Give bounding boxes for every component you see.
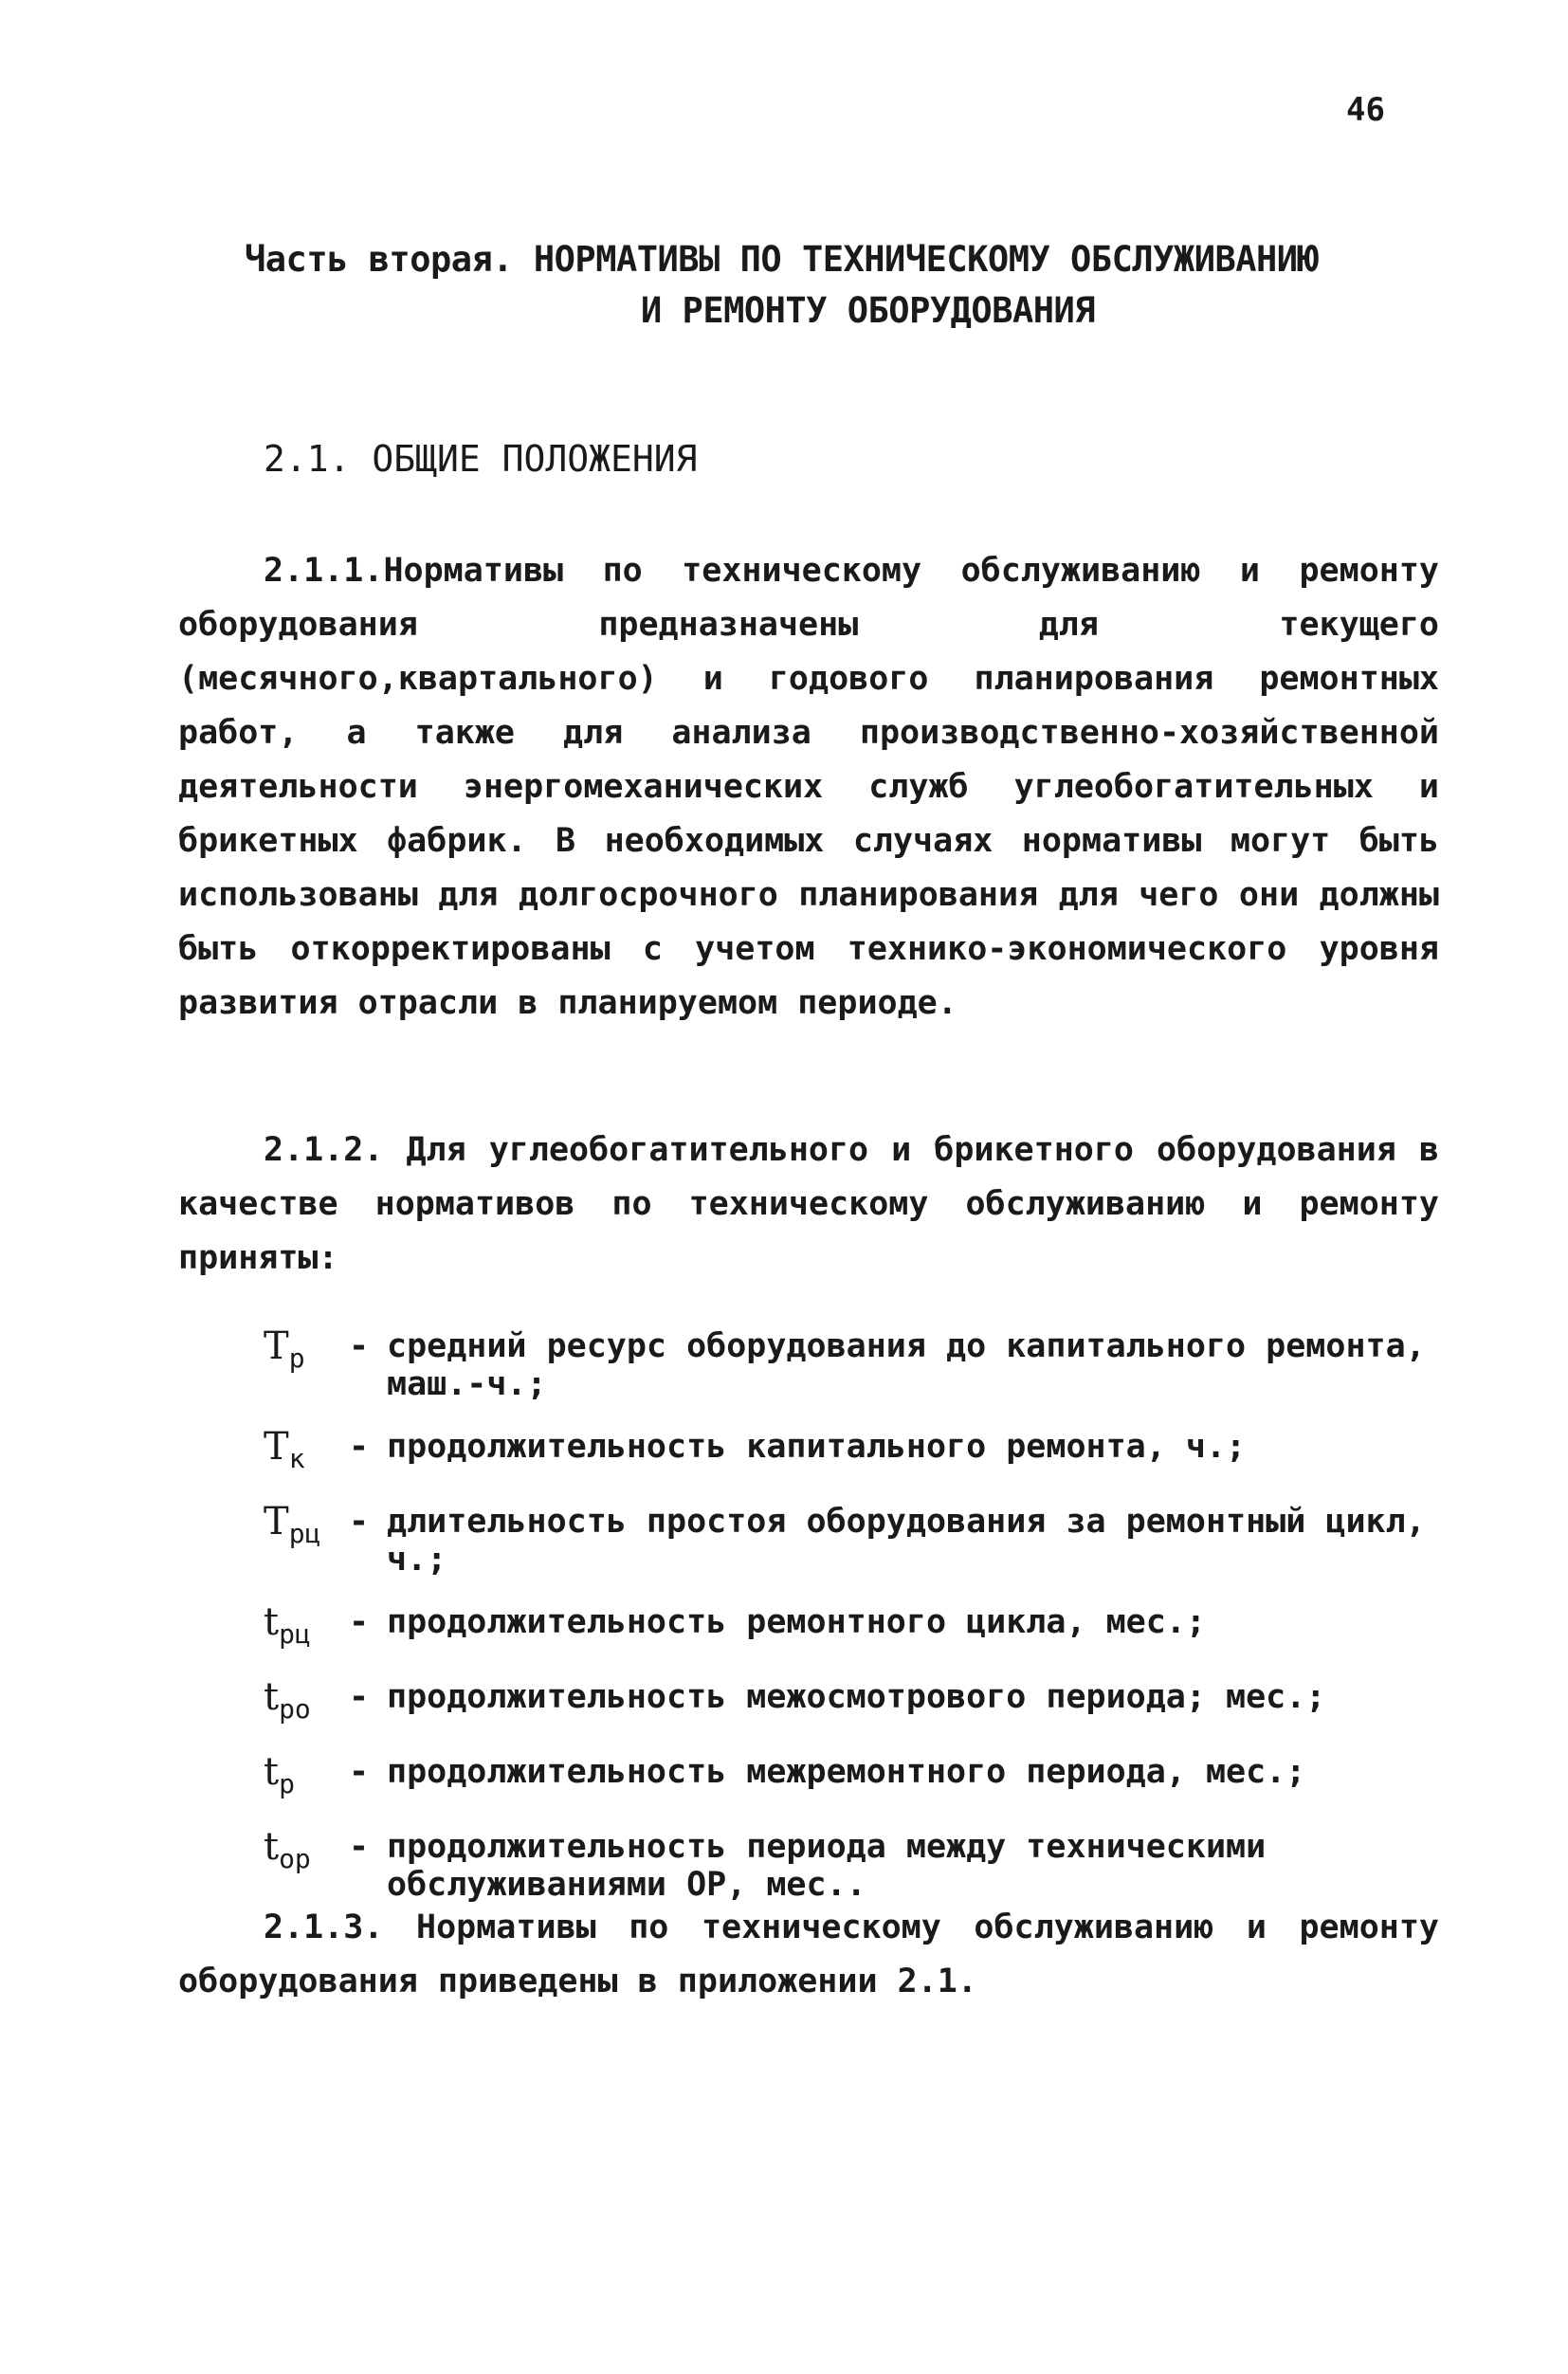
paragraph-text: Нормативы по техническому обслуживанию и ремонту оборудования приведены в приложении 2.1.: [178, 1908, 1439, 2000]
definition-dash: -: [349, 1603, 370, 1641]
paragraph-text: Для углеобогатительного и брикетного оборудования в качестве нормативов по техническому обслуживанию и ремонту приняты:: [178, 1131, 1439, 1277]
definition-text: продолжительность периода между техническими обслуживаниями ОР, мес..: [387, 1828, 1267, 1904]
paragraph-number: 2.1.2.: [264, 1131, 384, 1169]
paragraph-2-1-2: [178, 1123, 1439, 1286]
part-title-line-1: Часть вторая. НОРМАТИВЫ ПО ТЕХНИЧЕСКОМУ ОБСЛУЖИВАНИЮ: [245, 239, 1319, 280]
paragraph-text: Нормативы по техническому обслуживанию и ремонту оборудования предназначены для текущего (месячного,квартального) и годового планирования ремонтных работ, а также для анализа производственно-хозяйственной деятельности энергомеханических служб углеобогатительных и брикетных фабрик. В необходимых случаях нормативы могут быть использованы для долгосрочного планирования для чего они должны быть откорректированы с учетом технико-экономического уровня развития отрасли в планируемом периоде.: [178, 552, 1439, 1022]
paragraph-number: 2.1.3.: [264, 1908, 384, 1946]
definition-dash: -: [349, 1753, 370, 1791]
definition-item: [264, 1750, 1439, 1803]
paragraph-number: 2.1.1.: [264, 552, 384, 590]
definition-dash: -: [349, 1828, 370, 1866]
definition-text: продолжительность межосмотрового периода; мес.;: [387, 1678, 1326, 1716]
definition-text: продолжительность ремонтного цикла, мес.;: [387, 1603, 1206, 1641]
definition-symbol: $T_р$: [264, 1324, 305, 1374]
definition-symbol: $t_р$: [264, 1750, 295, 1799]
definition-symbol: $t_{ор}$: [264, 1825, 311, 1874]
definition-dash: -: [349, 1503, 370, 1541]
definition-symbol: $T_{рц}$: [264, 1500, 321, 1549]
definition-symbol: $T_к$: [264, 1425, 305, 1474]
definition-item: [264, 1324, 1439, 1403]
paragraph-2-1-1: [178, 544, 1439, 1031]
definition-symbol: $t_{рц}$: [264, 1600, 311, 1650]
definition-symbol: $t_{ро}$: [264, 1675, 311, 1725]
definition-item: [264, 1500, 1439, 1579]
definition-dash: -: [349, 1428, 370, 1466]
paragraph-2-1-3: [178, 1901, 1439, 2009]
definition-item: [264, 1425, 1439, 1478]
definition-item: [264, 1600, 1439, 1653]
definition-dash: -: [349, 1678, 370, 1716]
definition-text: продолжительность межремонтного периода, мес.;: [387, 1753, 1306, 1791]
section-heading: 2.1. ОБЩИЕ ПОЛОЖЕНИЯ: [264, 438, 698, 480]
definition-item: [264, 1825, 1439, 1904]
definition-text: длительность простоя оборудования за ремонтный цикл, ч.;: [387, 1503, 1426, 1579]
definition-dash: -: [349, 1327, 370, 1365]
page-number: 46: [1346, 91, 1385, 129]
definition-text: средний ресурс оборудования до капитального ремонта, маш.-ч.;: [387, 1327, 1426, 1403]
definition-text: продолжительность капитального ремонта, ч.;: [387, 1428, 1247, 1466]
definitions-list: [264, 1324, 1439, 1928]
definition-item: [264, 1675, 1439, 1728]
part-title-line-2: И РЕМОНТУ ОБОРУДОВАНИЯ: [641, 290, 1096, 331]
